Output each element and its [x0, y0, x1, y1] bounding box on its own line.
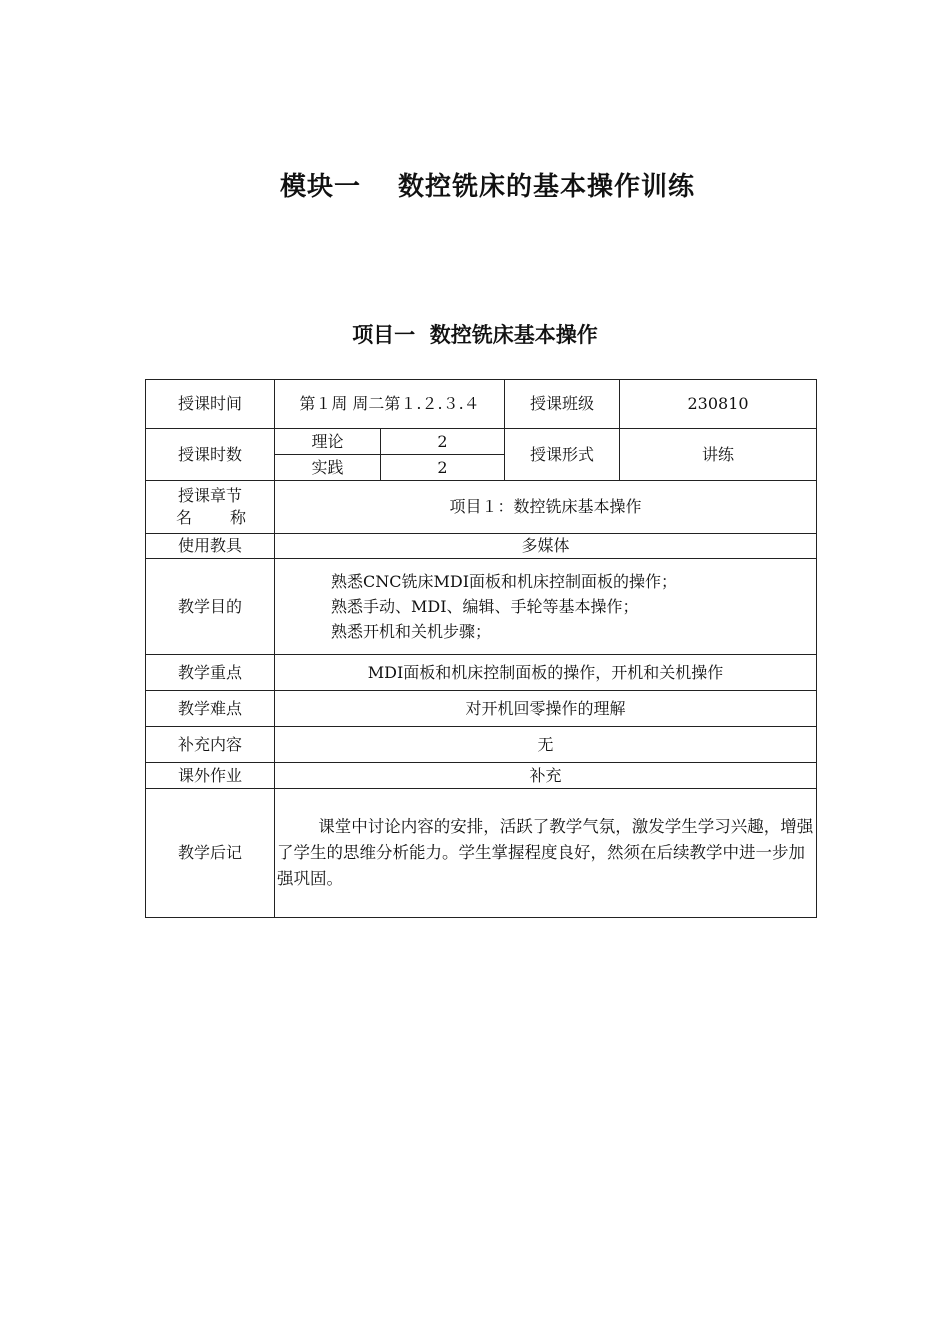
- supplement-label: 补充内容: [146, 727, 275, 763]
- row-difficulties: [146, 691, 817, 727]
- difficulties-value: 对开机回零操作的理解: [275, 691, 817, 727]
- key-points-label: 教学重点: [146, 655, 275, 691]
- theory-value: 2: [381, 429, 505, 455]
- row-teaching-hours-theory: [146, 429, 817, 455]
- row-objectives: [146, 559, 817, 655]
- key-points-value: MDI面板和机床控制面板的操作，开机和关机操作: [275, 655, 817, 691]
- row-chapter: [146, 481, 817, 534]
- teaching-tools-value: 多媒体: [275, 534, 817, 559]
- practice-value: 2: [381, 455, 505, 481]
- module-title: 模块一 数控铣床的基本操作训练: [279, 172, 696, 202]
- objective-item: 熟悉CNC铣床MDI面板和机床控制面板的操作；: [331, 572, 678, 591]
- chapter-label-line1: 授课章节: [177, 486, 242, 505]
- project-title: 项目一 数控铣床基本操作: [352, 323, 598, 347]
- teaching-time-value: 第１周 周二第１.２.３.４: [275, 380, 505, 429]
- teaching-tools-label: 使用教具: [146, 534, 275, 559]
- chapter-label: [146, 481, 275, 534]
- theory-label: 理论: [275, 429, 381, 455]
- chapter-label-line2-b: 称: [229, 508, 246, 527]
- objectives-list: [275, 559, 817, 655]
- reflection-label: 教学后记: [146, 789, 275, 918]
- teaching-form-label: 授课形式: [505, 429, 620, 481]
- class-label: 授课班级: [505, 380, 620, 429]
- teaching-time-label: 授课时间: [146, 380, 275, 429]
- class-value: 230810: [620, 380, 817, 429]
- reflection-value: 课堂中讨论内容的安排，活跃了教学气氛，激发学生学习兴趣，增强了学生的思维分析能力。学生掌握程度良好，然须在后续教学中进一步加强巩固。: [275, 789, 817, 918]
- teaching-hours-label: 授课时数: [146, 429, 275, 481]
- objective-item: 熟悉手动、MDI、编辑、手轮等基本操作；: [331, 597, 639, 616]
- row-teaching-time: [146, 380, 817, 429]
- row-teaching-tools: [146, 534, 817, 559]
- teaching-form-value: 讲练: [620, 429, 817, 481]
- row-key-points: [146, 655, 817, 691]
- row-reflection: [146, 789, 817, 918]
- chapter-label-line2-a: 名: [176, 508, 193, 527]
- homework-value: 补充: [275, 763, 817, 789]
- lesson-plan-table: [145, 379, 817, 918]
- homework-label: 课外作业: [146, 763, 275, 789]
- chapter-value: 项目１：数控铣床基本操作: [275, 481, 817, 534]
- row-supplement: [146, 727, 817, 763]
- row-homework: [146, 763, 817, 789]
- objectives-label: 教学目的: [146, 559, 275, 655]
- difficulties-label: 教学难点: [146, 691, 275, 727]
- supplement-value: 无: [275, 727, 817, 763]
- objective-item: 熟悉开机和关机步骤；: [331, 622, 492, 641]
- practice-label: 实践: [275, 455, 381, 481]
- chapter-label-line2: [148, 507, 272, 529]
